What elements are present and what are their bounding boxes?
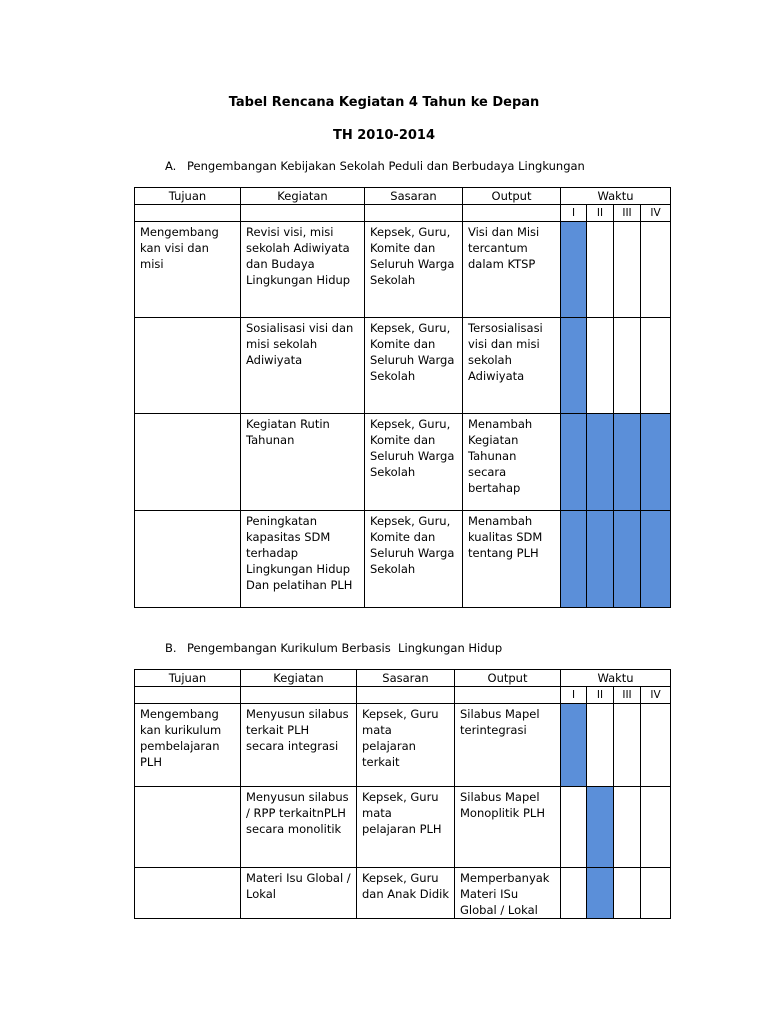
header-blank	[357, 687, 455, 704]
quarter-cell	[561, 222, 587, 318]
table-row	[135, 511, 671, 608]
table-row	[135, 318, 671, 414]
quarter-cell	[561, 318, 587, 414]
section-a-number: A.	[165, 159, 177, 173]
quarter-cell	[587, 318, 614, 414]
header-blank	[365, 205, 463, 222]
quarter-cell	[614, 222, 641, 318]
quarter-header: II	[587, 687, 614, 704]
quarter-cell	[614, 868, 641, 919]
quarter-cell	[587, 868, 614, 919]
cell-kegiatan: Menyusun silabus / RPP terkaitnPLH secara monolitik	[241, 787, 357, 868]
cell-output: Tersosialisasi visi dan misi sekolah Adiwiyata	[463, 318, 561, 414]
quarter-cell	[587, 414, 614, 511]
cell-output: Silabus Mapel Monoplitik PLH	[455, 787, 561, 868]
cell-sasaran: Kepsek, Guru, Komite dan Seluruh Warga Sekolah	[365, 511, 463, 608]
header-tujuan: Tujuan	[135, 188, 241, 205]
quarter-header: I	[561, 205, 587, 222]
cell-output: Memperbanyak Materi ISu Global / Lokal	[455, 868, 561, 919]
table-row	[135, 704, 671, 787]
section-b-number: B.	[165, 641, 177, 655]
cell-output: Silabus Mapel terintegrasi	[455, 704, 561, 787]
cell-kegiatan: Menyusun silabus terkait PLH secara integrasi	[241, 704, 357, 787]
cell-kegiatan: Materi Isu Global / Lokal	[241, 868, 357, 919]
quarter-cell	[641, 704, 671, 787]
header-sasaran: Sasaran	[357, 670, 455, 687]
header-output: Output	[463, 188, 561, 205]
plan-table-a	[134, 187, 671, 608]
table-row	[135, 787, 671, 868]
cell-output: Menambah kualitas SDM tentang PLH	[463, 511, 561, 608]
cell-sasaran: Kepsek, Guru mata pelajaran terkait	[357, 704, 455, 787]
quarter-cell	[641, 414, 671, 511]
quarter-cell	[614, 511, 641, 608]
cell-kegiatan: Sosialisasi visi dan misi sekolah Adiwiyata	[241, 318, 365, 414]
quarter-cell	[641, 868, 671, 919]
quarter-cell	[587, 704, 614, 787]
cell-sasaran: Kepsek, Guru dan Anak Didik	[357, 868, 455, 919]
cell-tujuan: Mengembang kan kurikulum pembelajaran PLH	[135, 704, 241, 787]
quarter-cell	[614, 318, 641, 414]
cell-tujuan: Mengembang kan visi dan misi	[135, 222, 241, 318]
header-blank	[135, 205, 241, 222]
quarter-cell	[614, 787, 641, 868]
header-waktu: Waktu	[561, 670, 671, 687]
cell-kegiatan: Kegiatan Rutin Tahunan	[241, 414, 365, 511]
header-blank	[463, 205, 561, 222]
cell-kegiatan: Revisi visi, misi sekolah Adiwiyata dan Budaya Lingkungan Hidup	[241, 222, 365, 318]
quarter-cell	[587, 787, 614, 868]
cell-tujuan	[135, 868, 241, 919]
quarter-cell	[614, 414, 641, 511]
header-kegiatan: Kegiatan	[241, 670, 357, 687]
cell-tujuan	[135, 787, 241, 868]
quarter-cell	[641, 787, 671, 868]
quarter-cell	[561, 704, 587, 787]
quarter-cell	[561, 511, 587, 608]
document-title: Tabel Rencana Kegiatan 4 Tahun ke Depan	[228, 95, 540, 110]
plan-table-b	[134, 669, 671, 919]
cell-sasaran: Kepsek, Guru, Komite dan Seluruh Warga Sekolah	[365, 414, 463, 511]
header-blank	[455, 687, 561, 704]
table-row	[135, 868, 671, 919]
cell-output: Menambah Kegiatan Tahunan secara bertahap	[463, 414, 561, 511]
header-output: Output	[455, 670, 561, 687]
section-b-title: Pengembangan Kurikulum Berbasis Lingkungan Hidup	[187, 641, 503, 655]
document-subtitle: TH 2010-2014	[332, 128, 436, 143]
section-b-heading	[165, 641, 502, 655]
cell-tujuan	[135, 511, 241, 608]
quarter-cell	[587, 222, 614, 318]
section-a-heading	[165, 159, 585, 173]
quarter-cell	[587, 511, 614, 608]
quarter-header: IV	[641, 205, 671, 222]
quarter-cell	[641, 318, 671, 414]
quarter-cell	[614, 704, 641, 787]
quarter-header: III	[614, 687, 641, 704]
cell-output: Visi dan Misi tercantum dalam KTSP	[463, 222, 561, 318]
quarter-cell	[561, 414, 587, 511]
quarter-cell	[641, 511, 671, 608]
table-row	[135, 414, 671, 511]
quarter-header: IV	[641, 687, 671, 704]
cell-tujuan	[135, 414, 241, 511]
header-blank	[241, 687, 357, 704]
quarter-cell	[561, 787, 587, 868]
quarter-header: II	[587, 205, 614, 222]
cell-kegiatan: Peningkatan kapasitas SDM terhadap Lingkungan Hidup Dan pelatihan PLH	[241, 511, 365, 608]
cell-sasaran: Kepsek, Guru mata pelajaran PLH	[357, 787, 455, 868]
cell-tujuan	[135, 318, 241, 414]
header-blank	[241, 205, 365, 222]
section-a-title: Pengembangan Kebijakan Sekolah Peduli dan Berbudaya Lingkungan	[187, 159, 585, 173]
cell-sasaran: Kepsek, Guru, Komite dan Seluruh Warga Sekolah	[365, 222, 463, 318]
header-tujuan: Tujuan	[135, 670, 241, 687]
header-kegiatan: Kegiatan	[241, 188, 365, 205]
quarter-header: III	[614, 205, 641, 222]
header-blank	[135, 687, 241, 704]
quarter-header: I	[561, 687, 587, 704]
quarter-cell	[561, 868, 587, 919]
quarter-cell	[641, 222, 671, 318]
cell-sasaran: Kepsek, Guru, Komite dan Seluruh Warga Sekolah	[365, 318, 463, 414]
table-row	[135, 222, 671, 318]
header-sasaran: Sasaran	[365, 188, 463, 205]
header-waktu: Waktu	[561, 188, 671, 205]
